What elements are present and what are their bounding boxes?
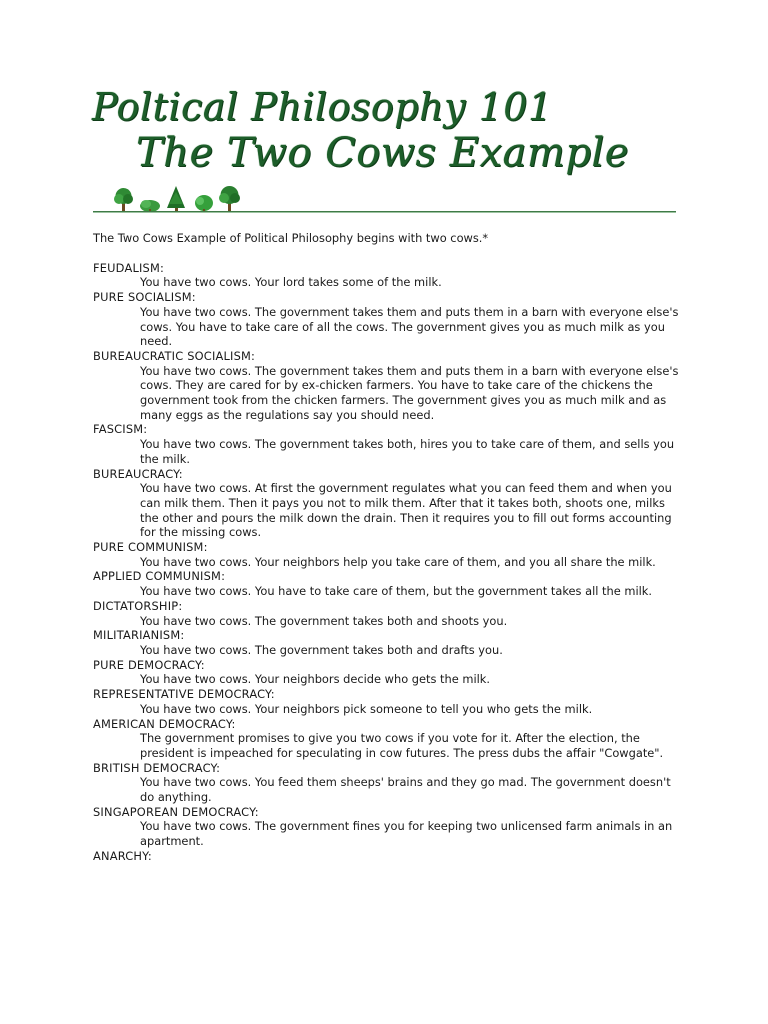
entry [93, 761, 683, 805]
entry-text: You have two cows. The government takes both, hires you to take care of them, and sells you the milk. [140, 437, 675, 466]
entry-heading: FASCISM: [93, 422, 148, 437]
entry-heading: AMERICAN DEMOCRACY: [93, 716, 236, 731]
tree-icon [114, 188, 133, 212]
entry [93, 261, 683, 290]
entry-text: You have two cows. Your neighbors decide who gets the milk. [140, 672, 490, 687]
entry [93, 290, 683, 349]
tree-icon [219, 186, 240, 212]
entry-text: You have two cows. Your neighbors help you take care of them, and you all share the milk. [140, 554, 656, 569]
entry-text: You have two cows. The government takes both and drafts you. [140, 642, 503, 657]
page-subtitle: The Two Cows Example [136, 130, 629, 176]
entry-heading: REPRESENTATIVE DEMOCRACY: [93, 687, 275, 702]
entry-text: You have two cows. The government takes them and puts them in a barn with everyone else's cows. You have to take care of all the cows. The government gives you as much milk as you need. [140, 304, 679, 349]
entry [93, 717, 683, 761]
entry [93, 658, 683, 687]
entry-text: You have two cows. The government takes both and shoots you. [140, 613, 508, 628]
tree-decoration [110, 182, 250, 214]
entry-text: The government promises to give you two cows if you vote for it. After the election, the president is impeached for speculating in cow futures. The press dubs the affair "Cowgate". [140, 731, 664, 760]
entry-heading: SINGAPOREAN DEMOCRACY: [93, 804, 259, 819]
entry [93, 628, 683, 657]
entry-text: You have two cows. Your lord takes some of the milk. [140, 275, 442, 290]
entry [93, 467, 683, 541]
entry-text: You have two cows. The government fines you for keeping two unlicensed farm animals in an apartment. [140, 819, 673, 849]
entry-text: You have two cows. Your neighbors pick someone to tell you who gets the milk. [140, 701, 593, 716]
entry [93, 687, 683, 716]
entry [93, 540, 683, 569]
entry [93, 599, 683, 628]
entry-heading: ANARCHY: [93, 848, 152, 863]
entry-heading: BUREAUCRATIC SOCIALISM: [93, 348, 256, 363]
entry-heading: APPLIED COMMUNISM: [93, 569, 226, 584]
pine-icon [167, 186, 185, 213]
intro-paragraph: The Two Cows Example of Political Philosophy begins with two cows.* [93, 231, 489, 245]
entry-text: You have two cows. At first the government regulates what you can feed them and when you can milk them. Then it pays you not to milk them. After that it takes both, shoots one, milks the other and pours the milk down the drain. Then it requires you to fill out forms accounting for the missing cows. [140, 481, 672, 540]
entry-text: You have two cows. You have to take care of them, but the government takes all the milk. [140, 584, 652, 599]
entry [93, 569, 683, 598]
entry-heading: MILITARIANISM: [93, 628, 185, 643]
entry [93, 349, 683, 423]
title-divider [93, 211, 676, 212]
entry [93, 849, 683, 864]
entry-heading: PURE SOCIALISM: [93, 290, 196, 305]
entry-heading: BRITISH DEMOCRACY: [93, 760, 221, 775]
entry-heading: BUREAUCRACY: [93, 466, 183, 481]
title-block [92, 84, 692, 176]
entry-heading: PURE DEMOCRACY: [93, 657, 205, 672]
entry-heading: DICTATORSHIP: [93, 598, 183, 613]
entry [93, 422, 683, 466]
entry [93, 805, 683, 849]
entry-text: You have two cows. You feed them sheeps' brains and they go mad. The government doesn't do anything. [140, 775, 671, 805]
entry-heading: PURE COMMUNISM: [93, 540, 208, 555]
entry-text: You have two cows. The government takes them and puts them in a barn with everyone else's cows. They are cared for by ex-chicken farmers. You have to take care of the chickens the government took from the chicken farmers. The government gives you as much milk and as many eggs as the regulations say you should need. [140, 363, 679, 422]
entry-heading: FEUDALISM: [93, 260, 165, 275]
document-body [93, 231, 683, 864]
page-title: Poltical Philosophy 101 [92, 85, 553, 129]
